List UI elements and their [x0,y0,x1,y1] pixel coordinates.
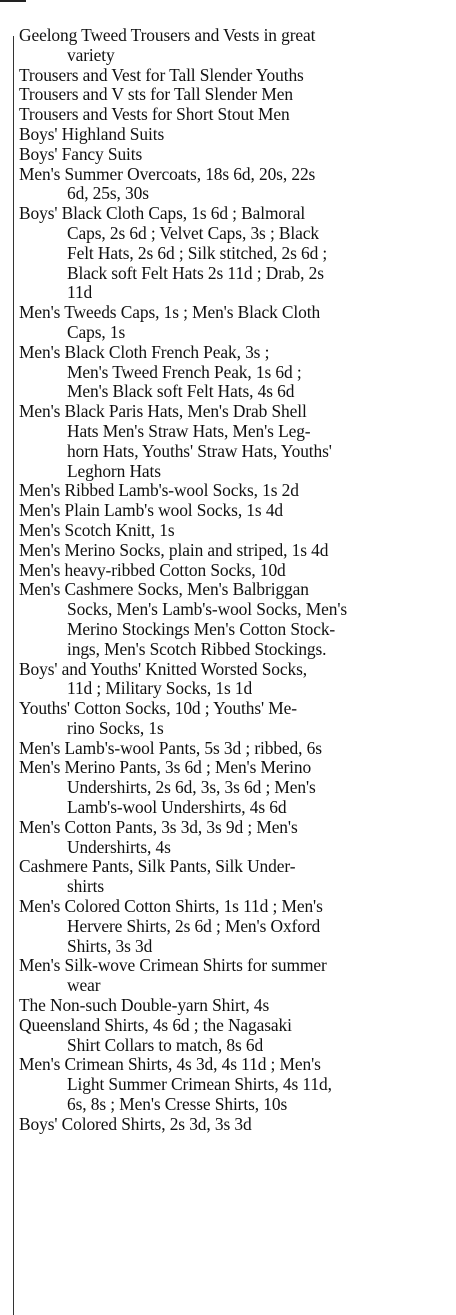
list-item [19,66,456,86]
item-continuation-line: Shirts, 3s 3d [67,935,153,956]
item-continuation-line: Light Summer Crimean Shirts, 4s 11d, [67,1074,332,1095]
list-item [19,660,456,700]
item-line: Cashmere Pants, Silk Pants, Silk Under- [19,856,296,877]
item-line: Men's Colored Cotton Shirts, 1s 11d ; Men's [19,896,323,917]
item-continuation-line: Undershirts, 2s 6d, 3s, 3s 6d ; Men's [67,777,316,798]
item-continuation-line: 6s, 8s ; Men's Cresse Shirts, 10s [67,1094,288,1115]
item-continuation-line: Men's Black soft Felt Hats, 4s 6d [67,381,295,402]
list-item [19,1016,456,1056]
list-item [19,165,456,205]
list-item [19,580,456,659]
item-continuation-line: Men's Tweed French Peak, 1s 6d ; [67,361,302,382]
item-line: Men's Merino Pants, 3s 6d ; Men's Merino [19,757,312,778]
list-item [19,758,456,817]
item-line: Boys' Colored Shirts, 2s 3d, 3s 3d [19,1113,252,1134]
item-continuation-line: Hats Men's Straw Hats, Men's Leg- [67,420,311,441]
list-item [19,204,456,303]
item-continuation-line: Undershirts, 4s [67,836,171,857]
item-line: Men's Lamb's-wool Pants, 5s 3d ; ribbed, 6s [19,737,322,758]
item-line: Men's Tweeds Caps, 1s ; Men's Black Cloth [19,302,321,323]
list-item [19,857,456,897]
list-item [19,996,456,1016]
item-line: Men's Summer Overcoats, 18s 6d, 20s, 22s [19,163,316,184]
item-continuation-line: Black soft Felt Hats 2s 11d ; Drab, 2s [67,262,324,283]
item-line: Men's Silk-wove Crimean Shirts for summer [19,955,327,976]
list-item [19,1055,456,1114]
list-item [19,85,456,105]
item-continuation-line: horn Hats, Youths' Straw Hats, Youths' [67,440,332,461]
item-line: Boys' Highland Suits [19,123,165,144]
list-item [19,105,456,125]
item-continuation-line: rino Socks, 1s [67,717,164,738]
item-line: Trousers and Vest for Tall Slender Youths [19,64,304,85]
item-line: The Non-such Double-yarn Shirt, 4s [19,995,270,1016]
list-item [19,402,456,481]
item-line: Men's Merino Socks, plain and striped, 1s 4d [19,539,329,560]
item-line: Queensland Shirts, 4s 6d ; the Nagasaki [19,1014,292,1035]
list-item [19,561,456,581]
list-item [19,26,456,66]
item-line: Men's Cotton Pants, 3s 3d, 3s 9d ; Men's [19,816,298,837]
item-line: Trousers and Vests for Short Stout Men [19,104,290,125]
list-item [19,125,456,145]
item-line: Trousers and V sts for Tall Slender Men [19,84,293,105]
item-line: Men's Ribbed Lamb's-wool Socks, 1s 2d [19,480,299,501]
item-continuation-line: Hervere Shirts, 2s 6d ; Men's Oxford [67,915,321,936]
item-line: Boys' Fancy Suits [19,143,143,164]
price-list [19,26,456,1135]
item-line: Men's Crimean Shirts, 4s 3d, 4s 11d ; Men's [19,1054,321,1075]
item-continuation-line: Caps, 1s [67,321,126,342]
item-line: Youths' Cotton Socks, 10d ; Youths' Me- [19,698,297,719]
item-continuation-line: shirts [67,876,105,897]
list-item [19,521,456,541]
list-item [19,956,456,996]
item-line: Men's Scotch Knitt, 1s [19,519,175,540]
item-continuation-line: Felt Hats, 2s 6d ; Silk stitched, 2s 6d ; [67,242,328,263]
item-continuation-line: 11d ; Military Socks, 1s 1d [67,678,253,699]
list-item [19,481,456,501]
item-continuation-line: ings, Men's Scotch Ribbed Stockings. [67,638,327,659]
list-item [19,145,456,165]
item-line: Men's Cashmere Socks, Men's Balbriggan [19,579,309,600]
list-item [19,343,456,402]
column-rule [13,36,14,1315]
item-line: Men's Black Paris Hats, Men's Drab Shell [19,401,307,422]
item-continuation-line: Shirt Collars to match, 8s 6d [67,1034,264,1055]
item-line: Men's heavy-ribbed Cotton Socks, 10d [19,559,286,580]
item-continuation-line: wear [67,975,101,996]
item-continuation-line: 6d, 25s, 30s [67,183,149,204]
item-continuation-line: Caps, 2s 6d ; Velvet Caps, 3s ; Black [67,222,319,243]
item-continuation-line: Merino Stockings Men's Cotton Stock- [67,618,336,639]
list-item [19,303,456,343]
list-item [19,699,456,739]
item-line: Geelong Tweed Trousers and Vests in great [19,25,316,45]
top-rule [0,0,26,2]
item-line: Men's Plain Lamb's wool Socks, 1s 4d [19,500,284,521]
item-continuation-line: variety [67,44,115,65]
item-line: Boys' and Youths' Knitted Worsted Socks, [19,658,307,679]
item-continuation-line: Leghorn Hats [67,460,161,481]
item-line: Boys' Black Cloth Caps, 1s 6d ; Balmoral [19,203,306,224]
item-continuation-line: Socks, Men's Lamb's-wool Socks, Men's [67,599,348,620]
list-item [19,739,456,759]
item-line: Men's Black Cloth French Peak, 3s ; [19,341,270,362]
list-item [19,541,456,561]
list-item [19,501,456,521]
list-item [19,1115,456,1135]
item-continuation-line: 11d [67,282,93,303]
item-continuation-line: Lamb's-wool Undershirts, 4s 6d [67,797,287,818]
list-item [19,818,456,858]
list-item [19,897,456,956]
